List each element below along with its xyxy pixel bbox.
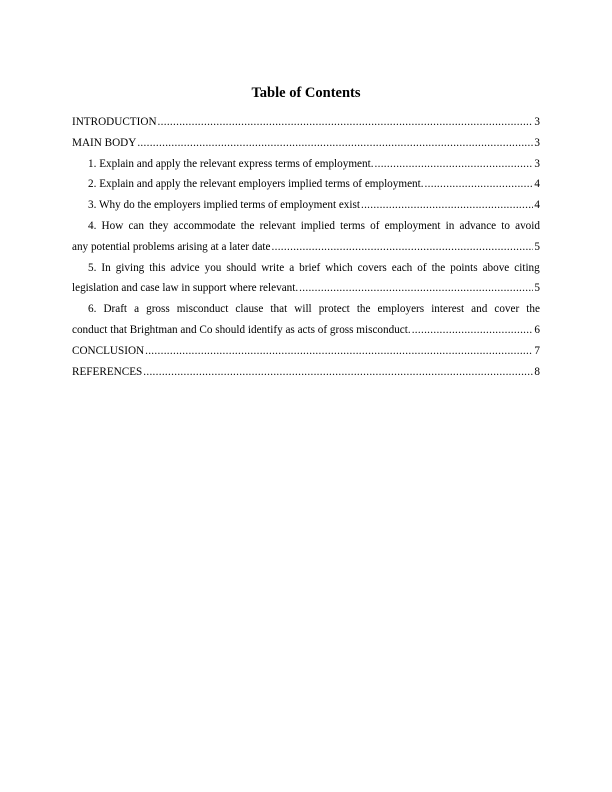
dot-leader bbox=[137, 133, 533, 154]
dot-leader bbox=[143, 362, 533, 383]
dot-leader bbox=[361, 195, 533, 216]
toc-entry-text: 2. Explain and apply the relevant employers implied terms of employment. bbox=[88, 178, 424, 191]
toc-entry-3[interactable] bbox=[72, 195, 540, 216]
toc-page-number: 8 bbox=[534, 365, 540, 378]
toc-page-number: 3 bbox=[534, 157, 540, 170]
toc-entry-first-line: 5. In giving this advice you should write a brief which covers each of the points above citing bbox=[88, 261, 540, 274]
toc-page-number: 7 bbox=[534, 344, 540, 357]
toc-entry-conclusion[interactable] bbox=[72, 341, 540, 362]
toc-entry-first-line: 6. Draft a gross misconduct clause that will protect the employers interest and cover the bbox=[88, 303, 540, 316]
toc-page-number: 3 bbox=[534, 136, 540, 149]
dot-leader bbox=[412, 320, 534, 341]
toc-entry-first-line: 4. How can they accommodate the relevant implied terms of employment in advance to avoid bbox=[88, 219, 540, 232]
toc-page-number: 4 bbox=[534, 178, 540, 191]
toc-page-number: 4 bbox=[534, 199, 540, 212]
toc-entry-main-body[interactable] bbox=[72, 133, 540, 154]
dot-leader bbox=[145, 341, 533, 362]
dot-leader bbox=[158, 112, 534, 133]
toc-entry-text: INTRODUCTION bbox=[72, 116, 157, 128]
toc-entry-text: legislation and case law in support where relevant. bbox=[72, 282, 299, 295]
table-of-contents bbox=[72, 112, 540, 382]
toc-entry-text: CONCLUSION bbox=[72, 344, 145, 357]
toc-page-number: 3 bbox=[534, 116, 540, 128]
toc-entry-2[interactable] bbox=[72, 174, 540, 195]
dot-leader bbox=[425, 174, 534, 195]
dot-leader bbox=[272, 237, 534, 258]
toc-entry-4[interactable] bbox=[72, 216, 540, 258]
toc-entry-6[interactable] bbox=[72, 299, 540, 341]
toc-entry-text: REFERENCES bbox=[72, 365, 143, 378]
dot-leader bbox=[299, 278, 533, 299]
toc-page-number: 5 bbox=[534, 282, 540, 295]
toc-entry-text: conduct that Brightman and Co should identify as acts of gross misconduct. bbox=[72, 323, 411, 336]
toc-entry-references[interactable] bbox=[72, 362, 540, 383]
toc-title: Table of Contents bbox=[251, 85, 361, 101]
toc-entry-text: 1. Explain and apply the relevant express terms of employment. bbox=[88, 157, 374, 170]
toc-entry-5[interactable] bbox=[72, 258, 540, 300]
toc-entry-1[interactable] bbox=[72, 154, 540, 175]
toc-entry-text: 3. Why do the employers implied terms of employment exist bbox=[88, 199, 360, 212]
dot-leader bbox=[375, 154, 534, 175]
toc-page-number: 6 bbox=[534, 323, 540, 336]
toc-entry-text: MAIN BODY bbox=[72, 136, 137, 149]
toc-entry-text: any potential problems arising at a later date bbox=[72, 240, 271, 253]
toc-entry-second-line bbox=[72, 320, 540, 341]
toc-entry-second-line bbox=[72, 278, 540, 299]
toc-entry-introduction[interactable] bbox=[72, 112, 540, 133]
toc-entry-second-line bbox=[72, 237, 540, 258]
toc-page-number: 5 bbox=[534, 240, 540, 253]
